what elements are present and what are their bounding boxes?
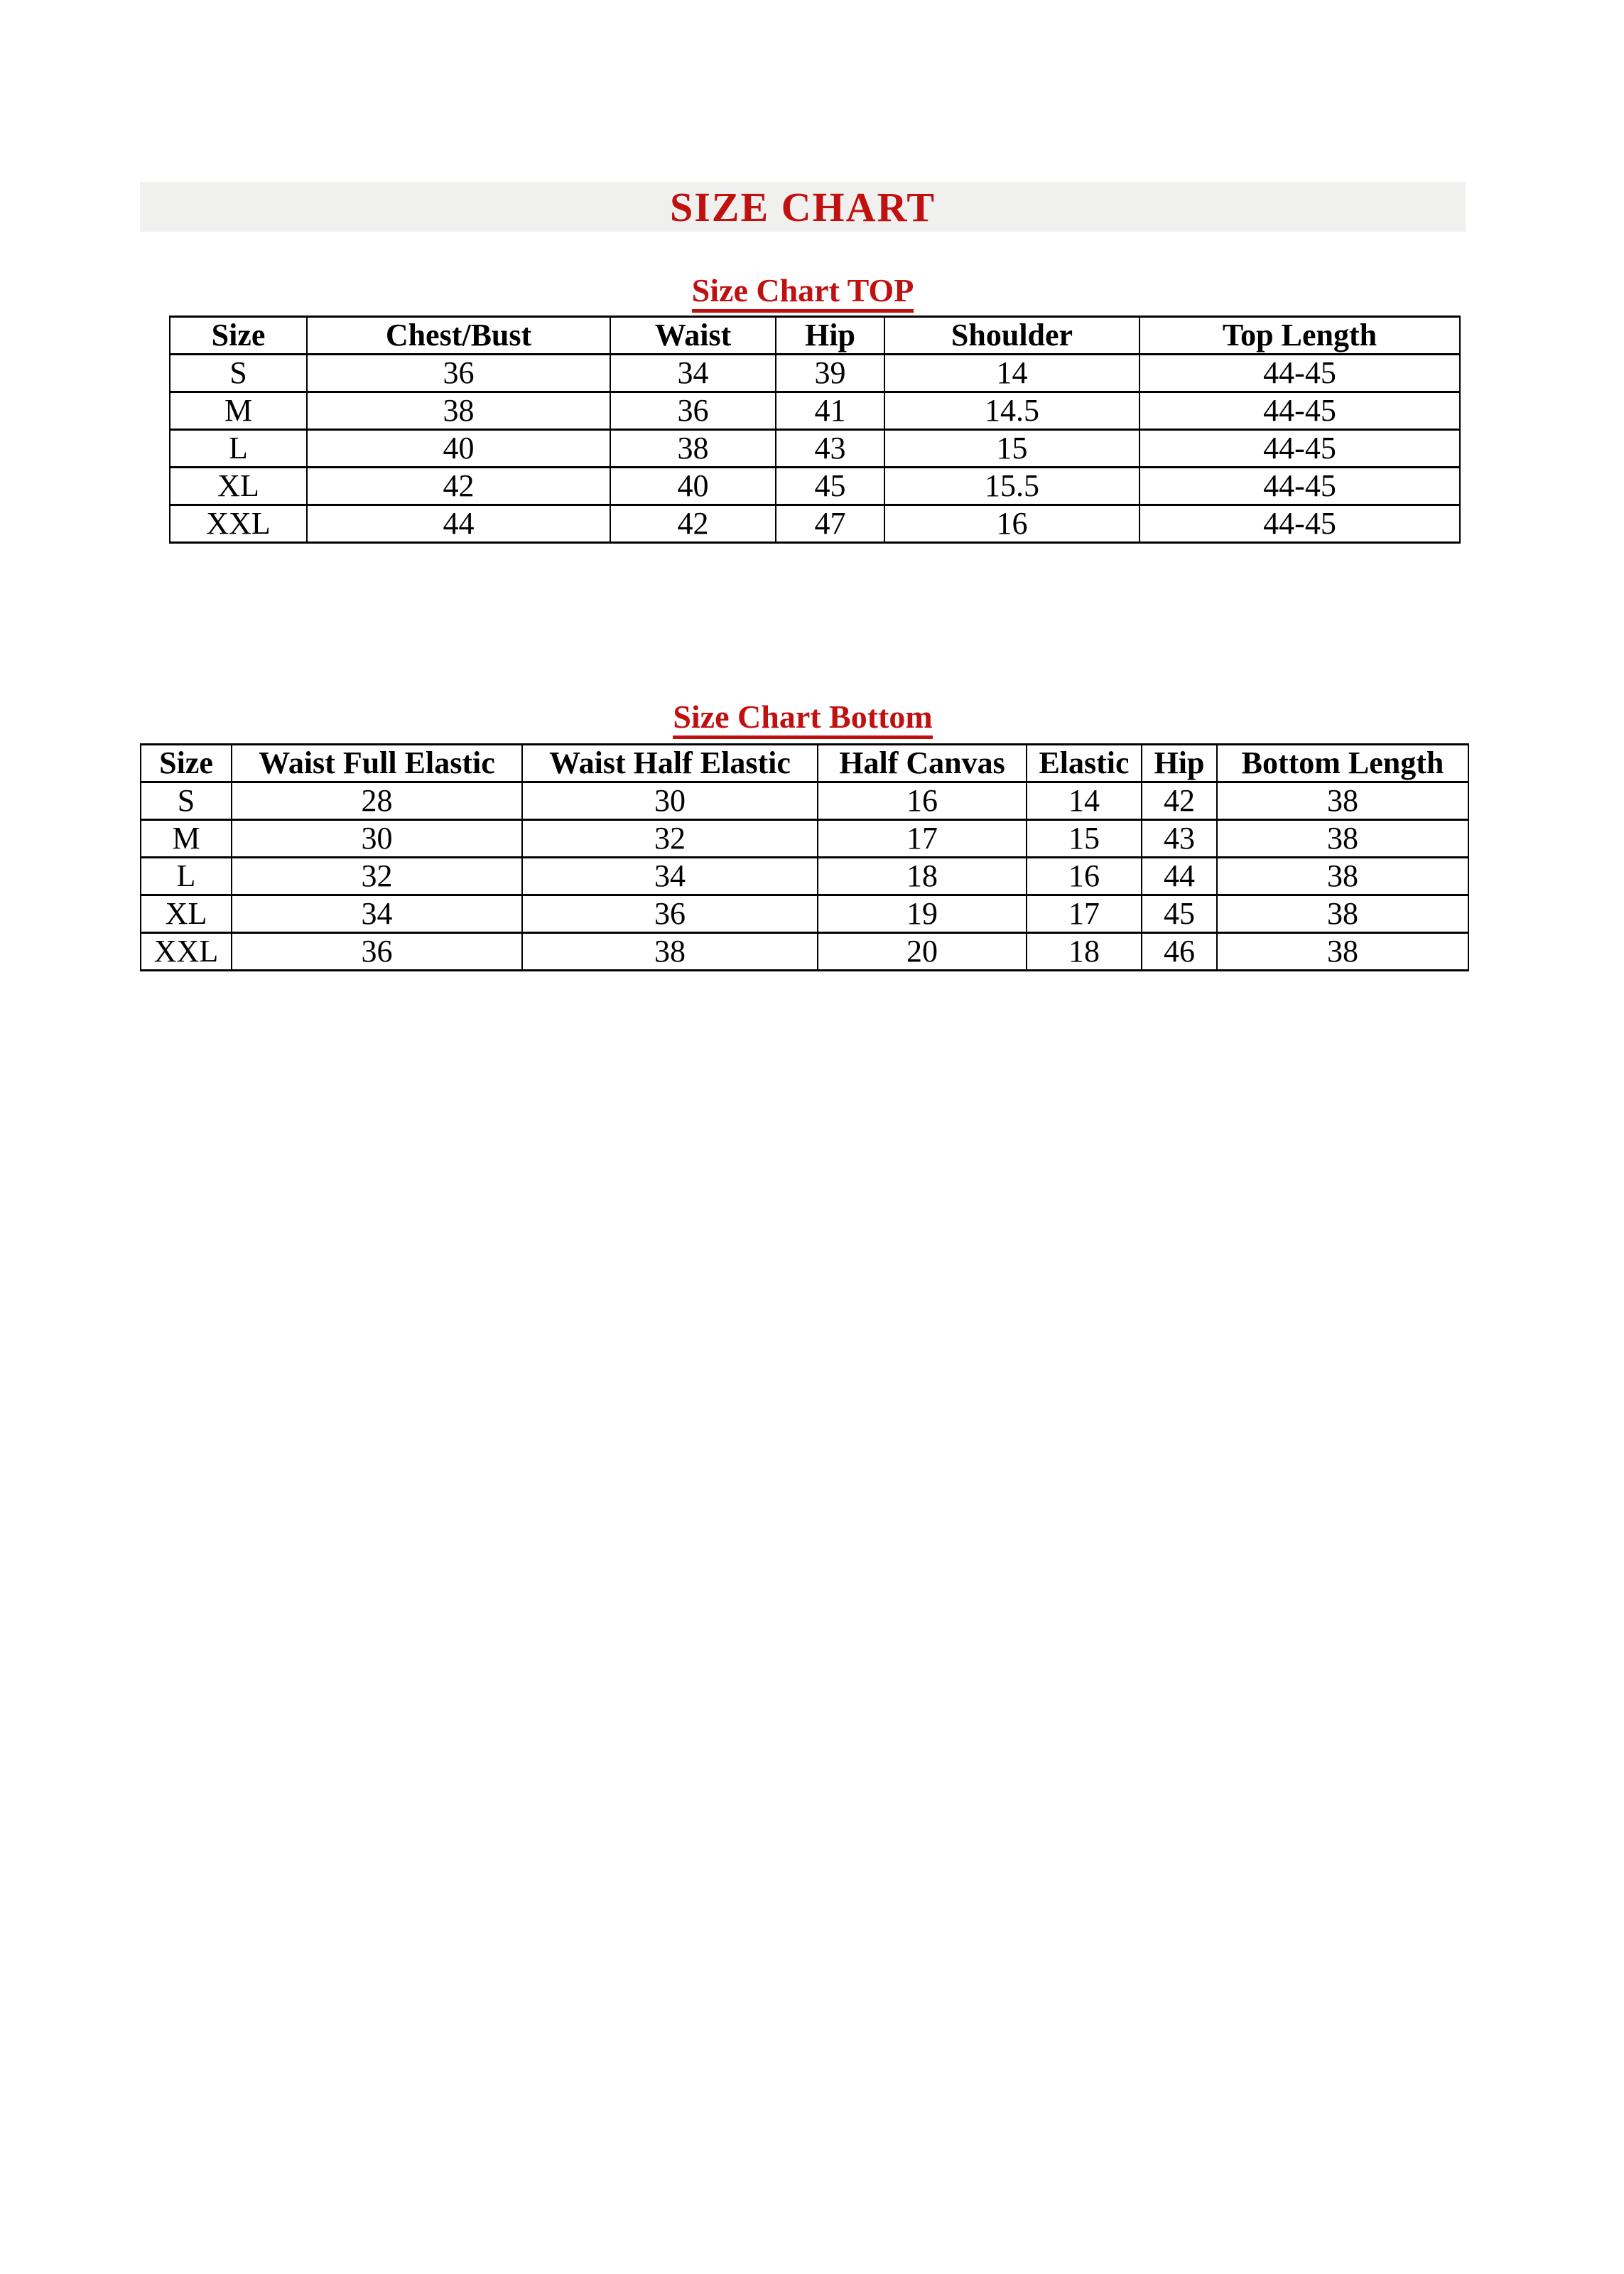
column-header-bottom-length: Bottom Length (1217, 745, 1468, 782)
measurement-cell: 16 (818, 782, 1027, 820)
measurement-cell: 38 (1217, 933, 1468, 971)
size-label-cell: XL (170, 468, 307, 505)
measurement-cell: 36 (232, 933, 522, 971)
measurement-cell: 14 (884, 355, 1139, 392)
page-title: SIZE CHART (669, 183, 936, 230)
measurement-cell: 46 (1142, 933, 1217, 971)
table-row (141, 933, 1468, 971)
measurement-cell: 28 (232, 782, 522, 820)
measurement-cell: 44-45 (1139, 430, 1460, 468)
measurement-cell: 20 (818, 933, 1027, 971)
size-label-cell: S (141, 782, 232, 820)
measurement-cell: 42 (610, 505, 776, 543)
measurement-cell: 38 (522, 933, 818, 971)
measurement-cell: 38 (610, 430, 776, 468)
measurement-cell: 39 (776, 355, 884, 392)
measurement-cell: 32 (232, 858, 522, 895)
measurement-cell: 43 (1142, 820, 1217, 858)
size-label-cell: M (170, 392, 307, 430)
size-label-cell: XL (141, 895, 232, 933)
table-row (170, 430, 1460, 468)
size-chart-bottom-heading (140, 701, 1466, 739)
measurement-cell: 30 (232, 820, 522, 858)
measurement-cell: 45 (1142, 895, 1217, 933)
measurement-cell: 17 (818, 820, 1027, 858)
measurement-cell: 44-45 (1139, 355, 1460, 392)
size-label-cell: L (141, 858, 232, 895)
measurement-cell: 38 (307, 392, 610, 430)
measurement-cell: 40 (610, 468, 776, 505)
measurement-cell: 19 (818, 895, 1027, 933)
table-header-row (141, 745, 1468, 782)
table-row (170, 505, 1460, 543)
column-header-waist: Waist (610, 317, 776, 355)
measurement-cell: 30 (522, 782, 818, 820)
column-header-chest-bust: Chest/Bust (307, 317, 610, 355)
measurement-cell: 34 (232, 895, 522, 933)
size-label-cell: M (141, 820, 232, 858)
size-chart-bottom-table (140, 743, 1469, 971)
size-chart-top-heading-text: Size Chart TOP (692, 274, 914, 313)
measurement-cell: 38 (1217, 895, 1468, 933)
measurement-cell: 18 (818, 858, 1027, 895)
measurement-cell: 17 (1027, 895, 1142, 933)
measurement-cell: 42 (1142, 782, 1217, 820)
measurement-cell: 38 (1217, 858, 1468, 895)
measurement-cell: 14.5 (884, 392, 1139, 430)
measurement-cell: 45 (776, 468, 884, 505)
column-header-size: Size (141, 745, 232, 782)
measurement-cell: 32 (522, 820, 818, 858)
column-header-half-canvas: Half Canvas (818, 745, 1027, 782)
measurement-cell: 15.5 (884, 468, 1139, 505)
measurement-cell: 36 (610, 392, 776, 430)
measurement-cell: 44-45 (1139, 468, 1460, 505)
table-row (141, 858, 1468, 895)
table-row (141, 895, 1468, 933)
measurement-cell: 44-45 (1139, 505, 1460, 543)
measurement-cell: 44 (1142, 858, 1217, 895)
column-header-top-length: Top Length (1139, 317, 1460, 355)
measurement-cell: 36 (522, 895, 818, 933)
column-header-waist-full-elastic: Waist Full Elastic (232, 745, 522, 782)
table-row (170, 355, 1460, 392)
measurement-cell: 44 (307, 505, 610, 543)
column-header-shoulder: Shoulder (884, 317, 1139, 355)
size-chart-bottom-heading-text: Size Chart Bottom (673, 701, 932, 739)
column-header-waist-half-elastic: Waist Half Elastic (522, 745, 818, 782)
size-chart-top-table (169, 316, 1461, 544)
measurement-cell: 34 (610, 355, 776, 392)
measurement-cell: 47 (776, 505, 884, 543)
size-chart-top-heading (140, 274, 1466, 313)
measurement-cell: 18 (1027, 933, 1142, 971)
measurement-cell: 15 (1027, 820, 1142, 858)
column-header-size: Size (170, 317, 307, 355)
measurement-cell: 44-45 (1139, 392, 1460, 430)
column-header-hip: Hip (776, 317, 884, 355)
table-row (141, 782, 1468, 820)
table-row (170, 468, 1460, 505)
measurement-cell: 38 (1217, 782, 1468, 820)
measurement-cell: 41 (776, 392, 884, 430)
measurement-cell: 15 (884, 430, 1139, 468)
measurement-cell: 38 (1217, 820, 1468, 858)
table-row (141, 820, 1468, 858)
size-label-cell: S (170, 355, 307, 392)
measurement-cell: 16 (884, 505, 1139, 543)
table-header-row (170, 317, 1460, 355)
measurement-cell: 40 (307, 430, 610, 468)
column-header-hip: Hip (1142, 745, 1217, 782)
measurement-cell: 36 (307, 355, 610, 392)
size-label-cell: XXL (170, 505, 307, 543)
table-row (170, 392, 1460, 430)
measurement-cell: 14 (1027, 782, 1142, 820)
measurement-cell: 16 (1027, 858, 1142, 895)
measurement-cell: 43 (776, 430, 884, 468)
measurement-cell: 34 (522, 858, 818, 895)
measurement-cell: 42 (307, 468, 610, 505)
column-header-elastic: Elastic (1027, 745, 1142, 782)
title-banner (140, 182, 1466, 232)
size-label-cell: L (170, 430, 307, 468)
size-label-cell: XXL (141, 933, 232, 971)
